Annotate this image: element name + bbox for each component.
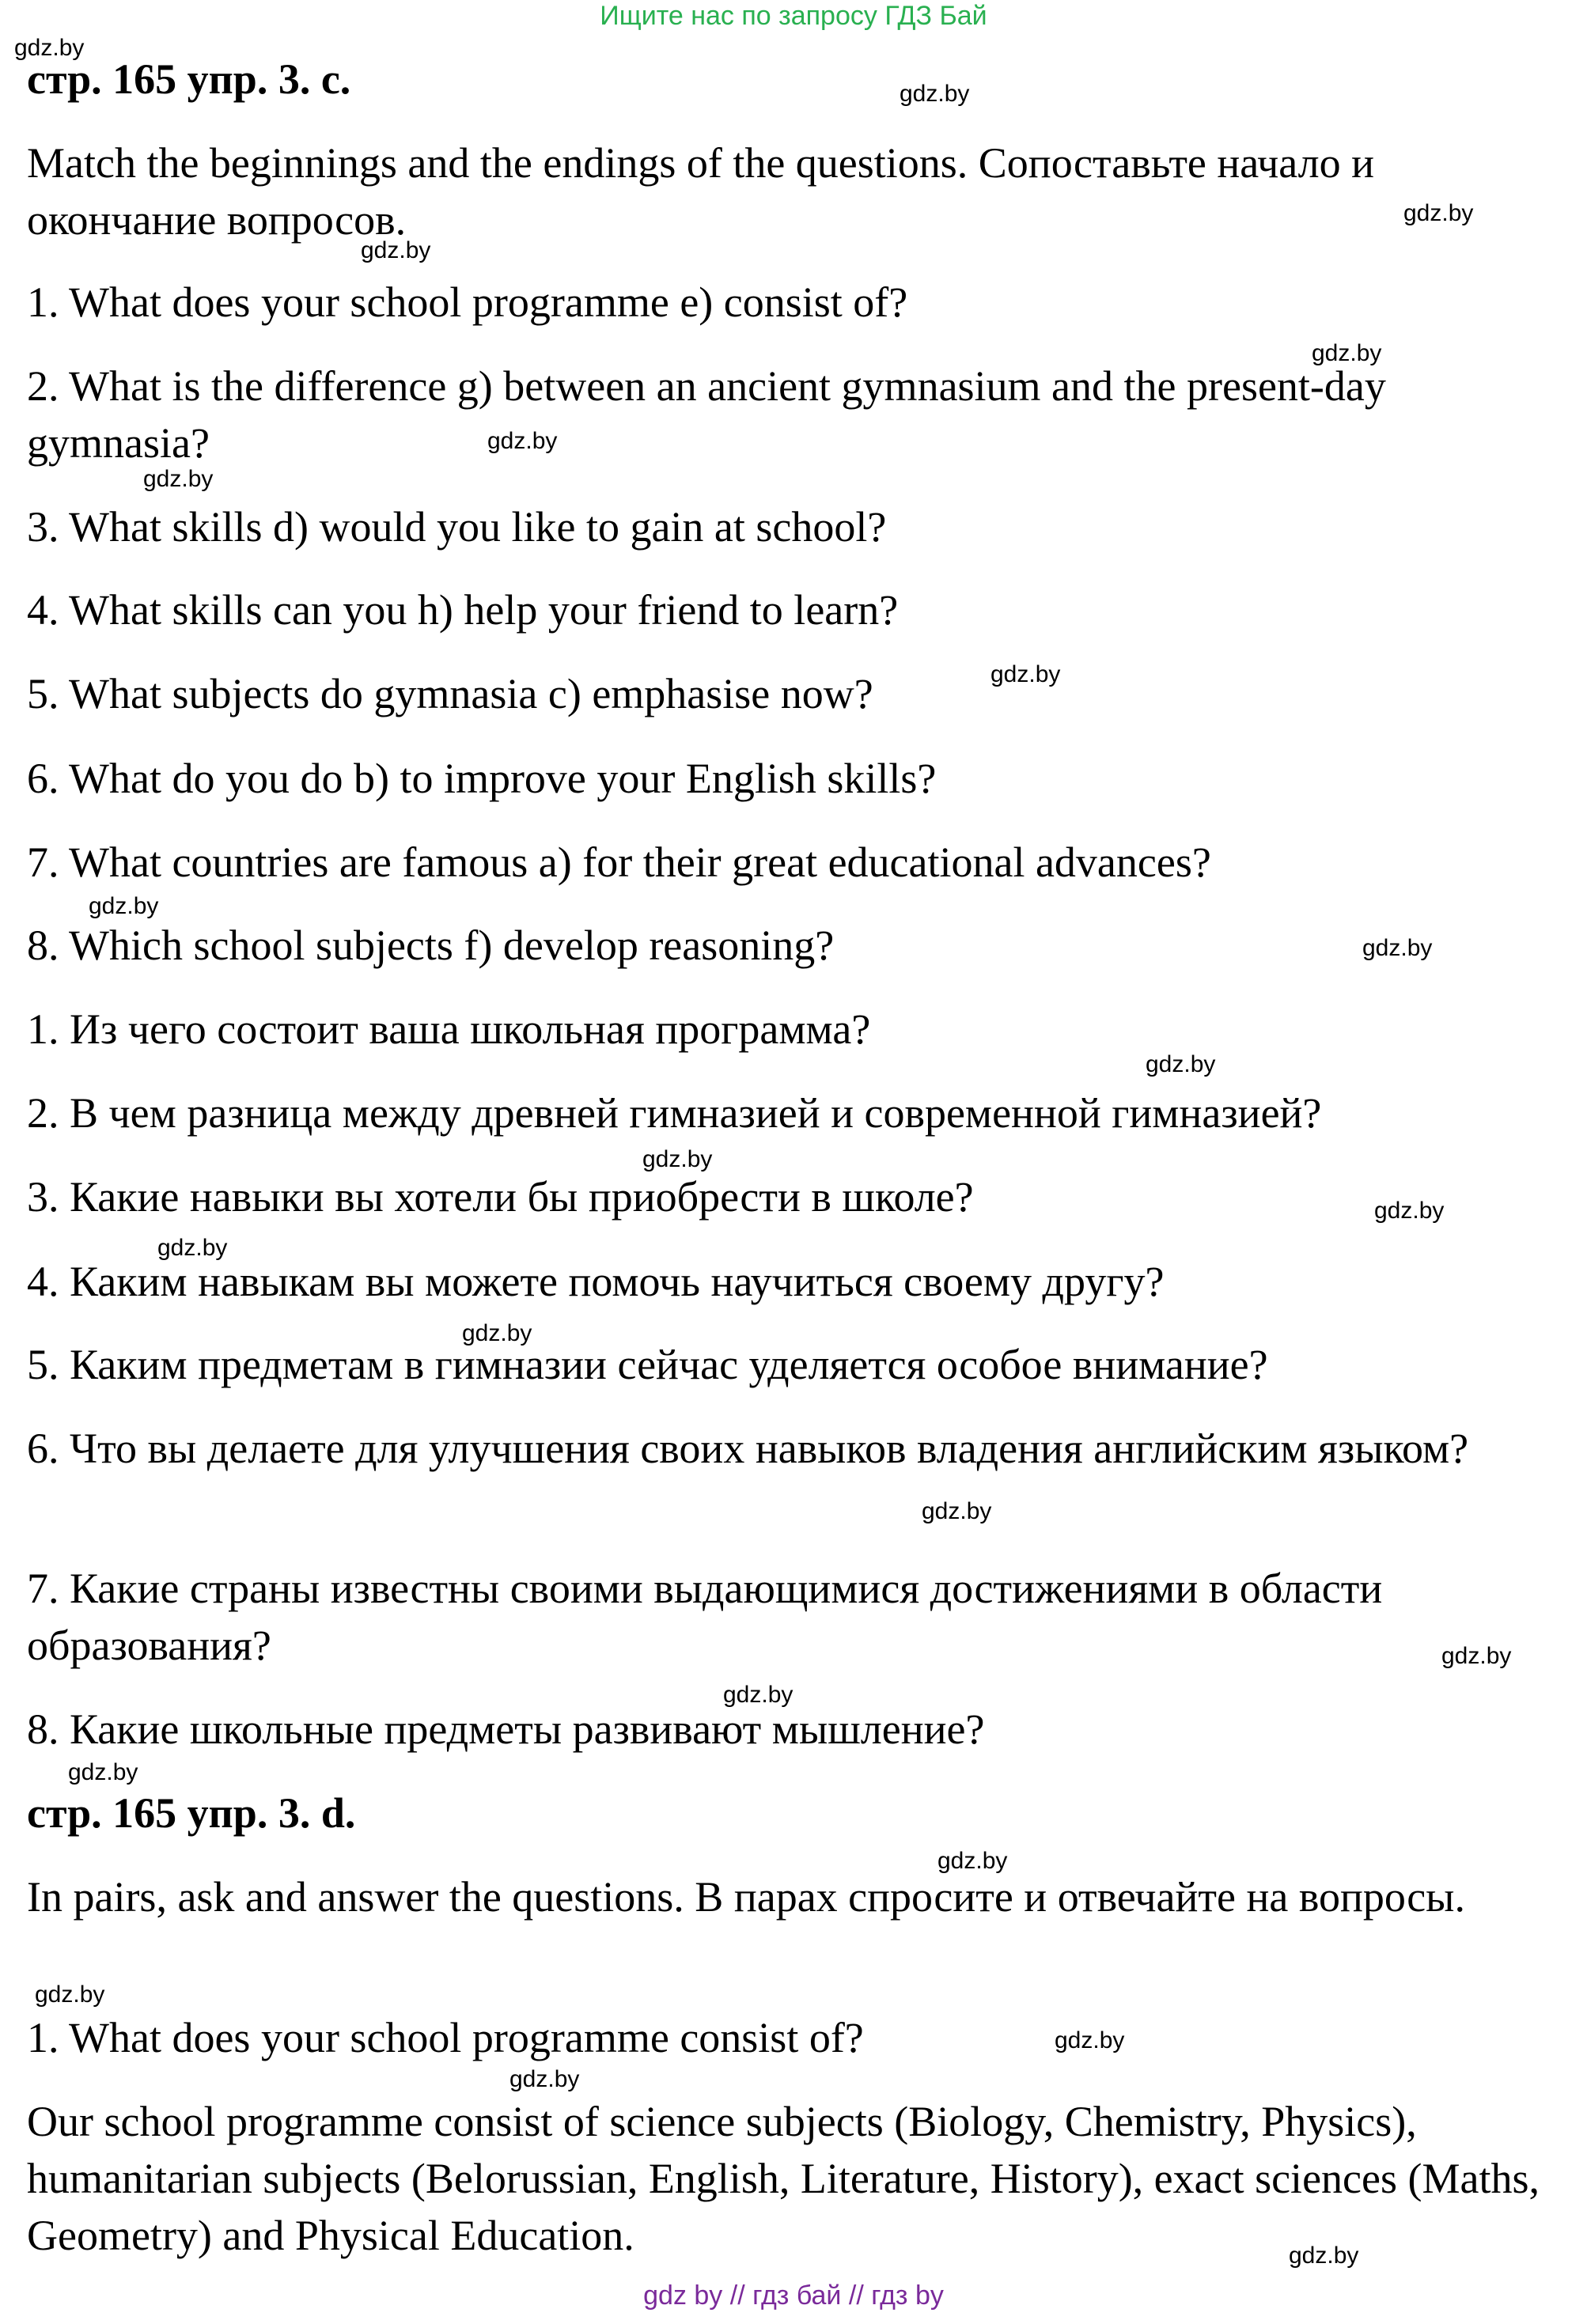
english-question-8: 8. Which school subjects f) develop reasoning? [27,922,835,969]
russian-question-6: 6. Что вы делаете для улучшения своих навыков владения английским языком? [27,1425,1469,1472]
watermark: gdz.by [937,1848,1008,1874]
watermark: gdz.by [1312,340,1382,366]
watermark: gdz.by [1289,2243,1359,2269]
watermark: gdz.by [89,893,159,919]
watermark: gdz.by [900,81,970,107]
section-c-instruction: Match the beginnings and the endings of the questions. Сопоставьте начало и окончание вопросов. [27,139,1375,244]
russian-question-2: 2. В чем разница между древней гимназией и современной гимназией? [27,1089,1322,1137]
russian-question-5: 5. Каким предметам в гимназии сейчас уделяется особое внимание? [27,1341,1268,1388]
watermark: gdz.by [723,1682,794,1708]
watermark: gdz.by [922,1498,992,1524]
english-question-7: 7. What countries are famous a) for their great educational advances? [27,838,1211,886]
english-question-2: 2. What is the difference g) between an ancient gymnasium and the present-day gymnasia? [27,362,1386,467]
watermark: gdz.by [509,2066,580,2092]
site-footer: gdz by // гдз бай // гдз by [643,2280,944,2311]
watermark: gdz.by [361,237,431,263]
watermark: gdz.by [487,428,558,454]
search-banner: Ищите нас по запросу ГДЗ Бай [600,1,987,31]
english-question-6: 6. What do you do b) to improve your English skills? [27,755,937,802]
watermark: gdz.by [35,1981,105,2008]
watermark: gdz.by [1055,2027,1125,2053]
section-d-answer-1: Our school programme consist of science subjects (Biology, Chemistry, Physics), humanitarian subjects (Belorussian, English, Literature, History), exact sciences (Maths, Geometry) and Physical Education. [27,2098,1540,2259]
english-question-4: 4. What skills can you h) help your friend to learn? [27,586,899,634]
english-question-1: 1. What does your school programme e) consist of? [27,278,908,326]
watermark: gdz.by [157,1235,228,1261]
watermark: gdz.by [990,661,1061,687]
section-d-question-1: 1. What does your school programme consist of? [27,2014,864,2061]
russian-question-4: 4. Каким навыкам вы можете помочь научиться своему другу? [27,1258,1165,1305]
watermark: gdz.by [1441,1643,1512,1669]
section-c-heading: стр. 165 упр. 3. c. [27,55,351,103]
watermark: gdz.by [1374,1198,1445,1224]
section-d-heading: стр. 165 упр. 3. d. [27,1789,356,1837]
russian-question-8: 8. Какие школьные предметы развивают мышление? [27,1705,985,1753]
english-question-5: 5. What subjects do gymnasia c) emphasise now? [27,670,873,717]
watermark: gdz.by [143,466,214,492]
watermark: gdz.by [462,1320,532,1346]
section-d-instruction: In pairs, ask and answer the questions. В парах спросите и отвечайте на вопросы. [27,1873,1465,1921]
russian-question-1: 1. Из чего состоит ваша школьная программа? [27,1005,871,1053]
watermark: gdz.by [68,1759,138,1785]
watermark: gdz.by [642,1146,713,1172]
english-question-3: 3. What skills d) would you like to gain at school? [27,503,887,551]
russian-question-3: 3. Какие навыки вы хотели бы приобрести в школе? [27,1173,974,1221]
watermark: gdz.by [1146,1051,1216,1077]
russian-question-7: 7. Какие страны известны своими выдающимися достижениями в области образования? [27,1565,1383,1669]
watermark: gdz.by [14,35,85,61]
watermark: gdz.by [1362,935,1433,961]
watermark: gdz.by [1403,200,1474,226]
